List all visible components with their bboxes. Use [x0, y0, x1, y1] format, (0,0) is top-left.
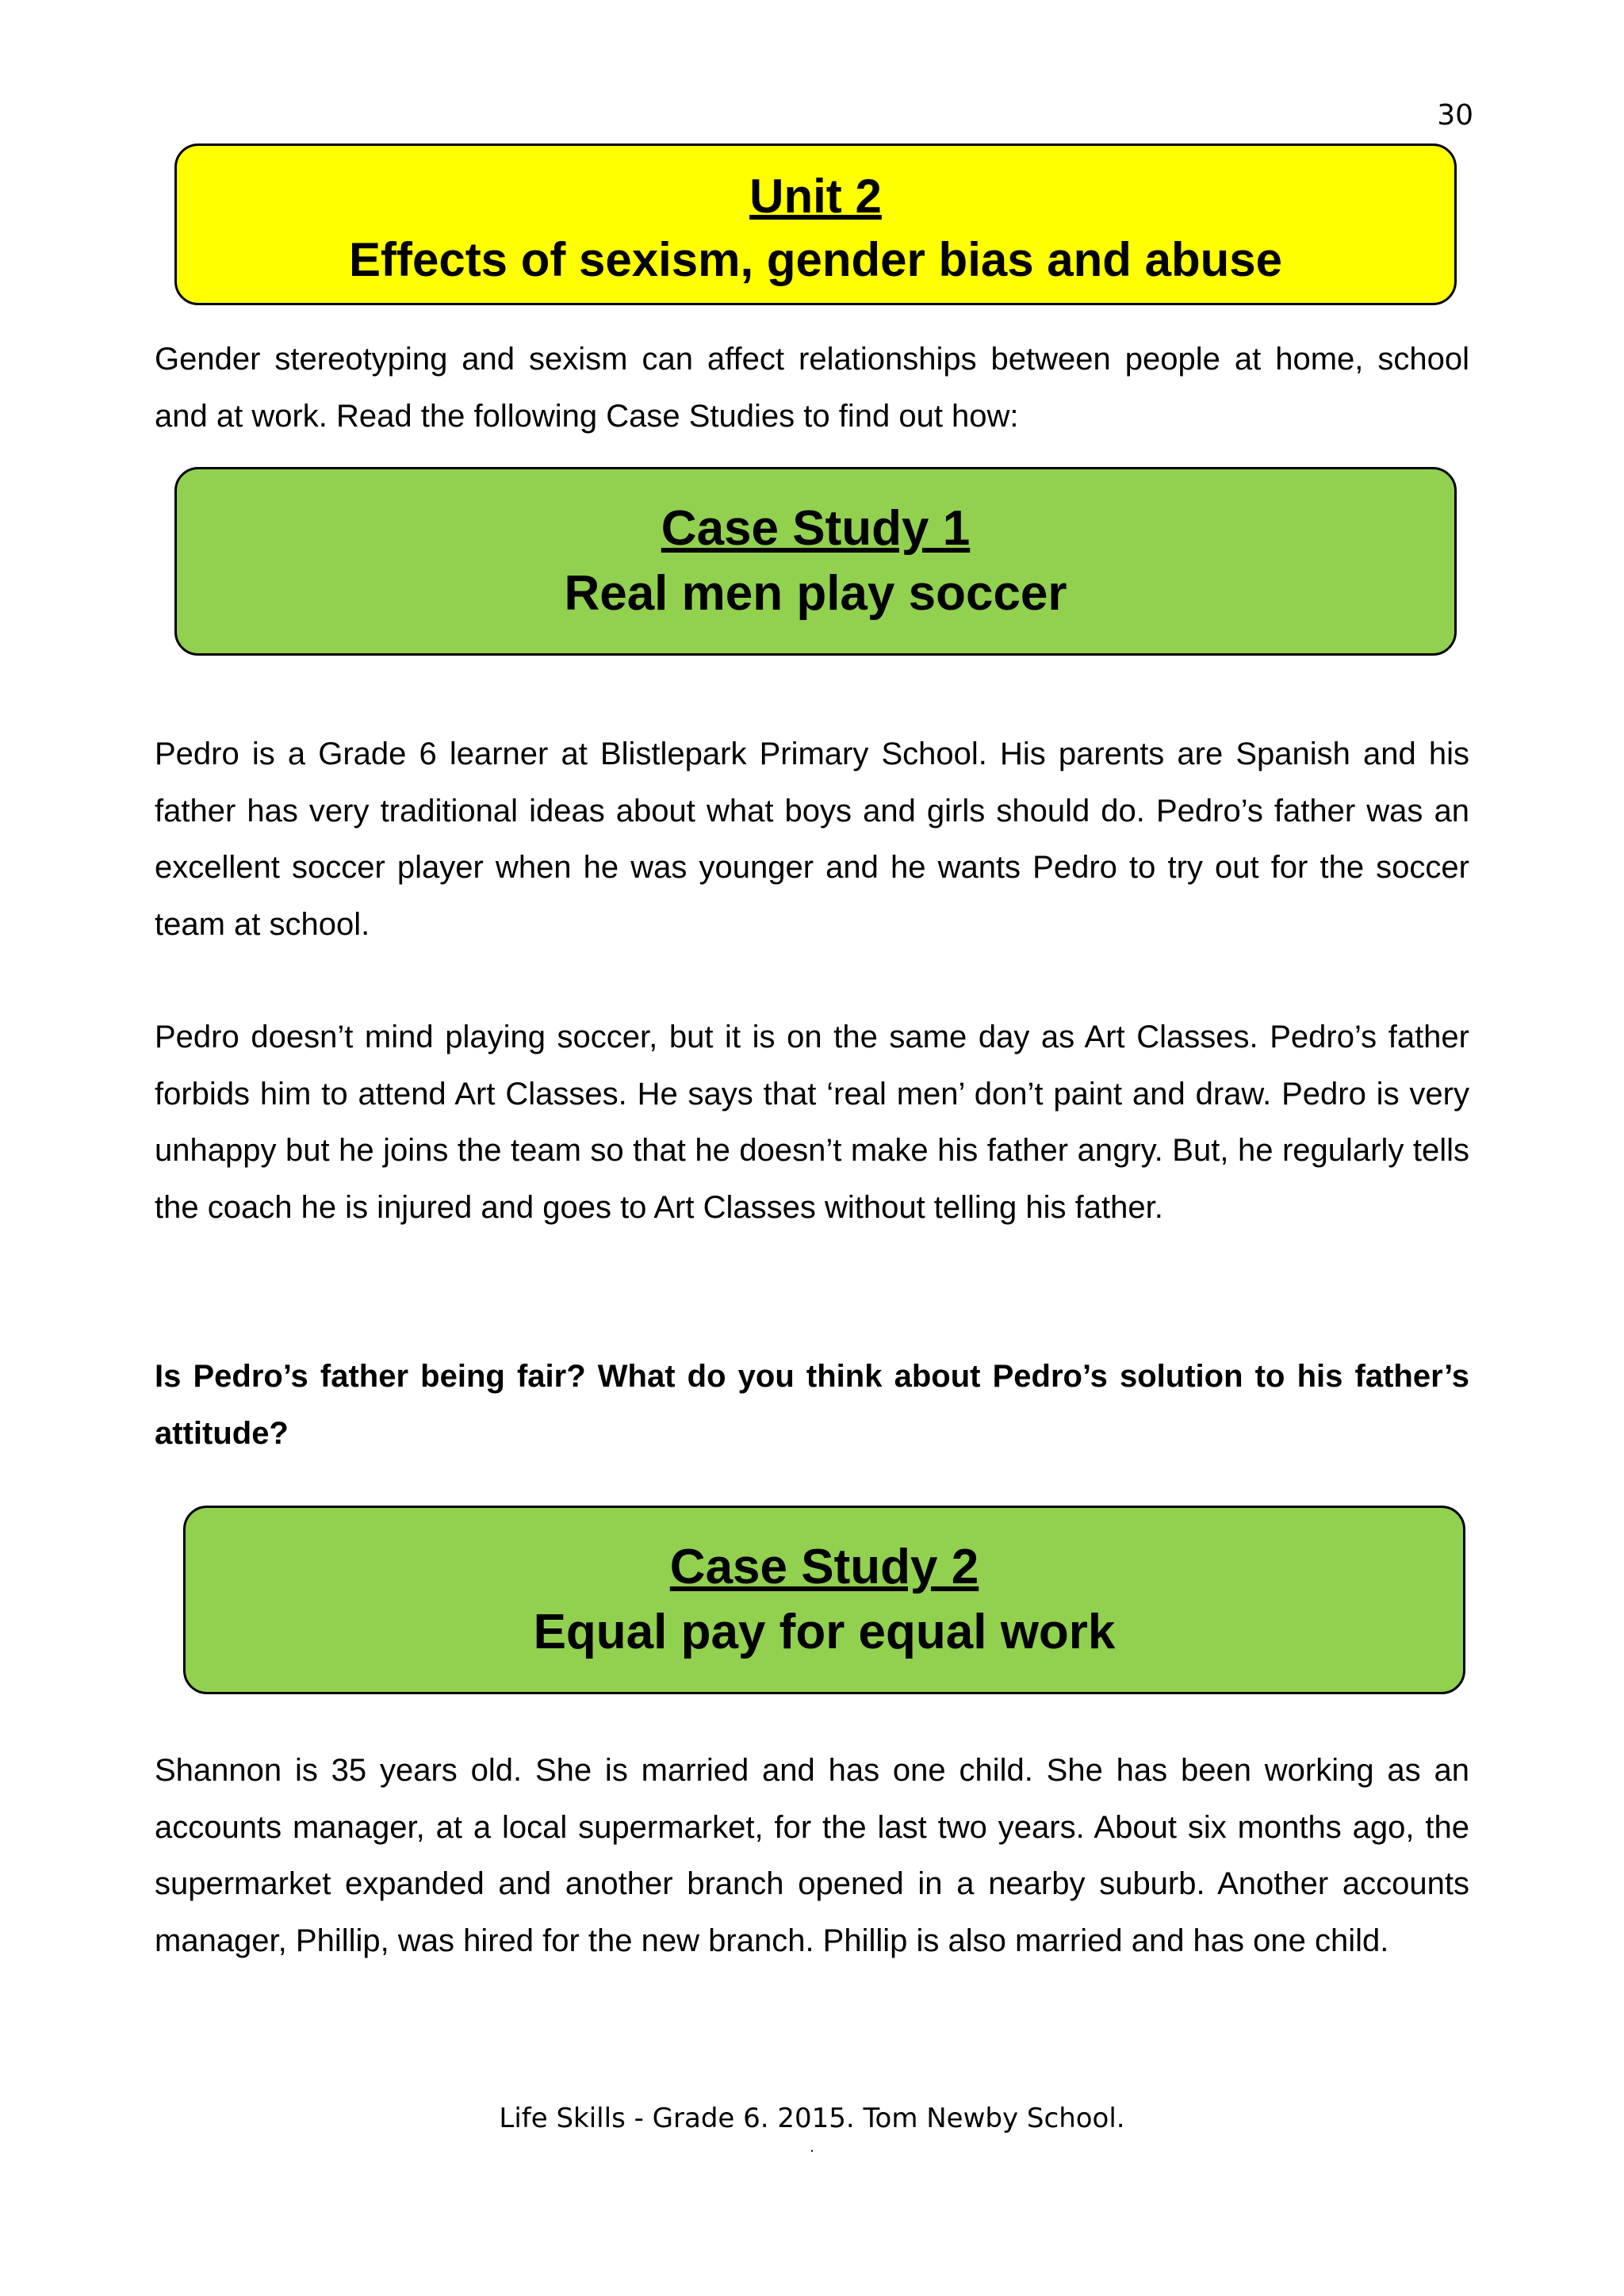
intro-paragraph: Gender stereotyping and sexism can affect relationships between people at home, school and at work. Read the following Case Studies to find out how: — [155, 342, 1469, 434]
case-study-1-paragraph: Pedro doesn’t mind playing soccer, but it is on the same day as Art Classes. Pedro’s father forbids him to attend Art Classes. He says that ‘real men’ don’t paint and draw. Pedro is very unhappy but he joins the team so that he doesn’t make his father angry. But, he regularly tells the coach he is injured and goes to Art Classes without telling his father. — [155, 1020, 1469, 1225]
case-study-1-paragraph: Pedro is a Grade 6 learner at Blistlepark Primary School. His parents are Spanish and his father has very traditional ideas about what boys and girls should do. Pedro’s father was an excellent soccer player when he was younger and he wants Pedro to try out for the soccer team at school. — [155, 737, 1469, 942]
case-study-1-box — [174, 467, 1457, 656]
footer-text: Life Skills - Grade 6. 2015. Tom Newby School. — [499, 2103, 1125, 2134]
case-study-1-heading: Case Study 1 — [661, 501, 971, 556]
unit-title-box — [174, 144, 1457, 305]
case-study-2-paragraph: Shannon is 35 years old. She is married and has one child. She has been working as an accounts manager, at a local supermarket, for the last two years. About six months ago, the supermarket expanded and another branch opened in a nearby suburb. Another accounts manager, Phillip, was hired for the new branch. Phillip is also married and has one child. — [155, 1753, 1469, 1958]
footer-dot: . — [810, 2138, 814, 2156]
case-study-2-subheading: Equal pay for equal work — [533, 1605, 1116, 1659]
page-number: 30 — [1437, 99, 1473, 132]
case-study-1-question: Is Pedro’s father being fair? What do you think about Pedro’s solution to his father’s attitude? — [155, 1359, 1469, 1451]
case-study-2-heading: Case Study 2 — [669, 1540, 979, 1594]
unit-heading: Unit 2 — [749, 170, 882, 223]
unit-subheading: Effects of sexism, gender bias and abuse — [348, 233, 1283, 286]
case-study-2-box — [183, 1506, 1465, 1694]
case-study-1-subheading: Real men play soccer — [564, 566, 1067, 621]
